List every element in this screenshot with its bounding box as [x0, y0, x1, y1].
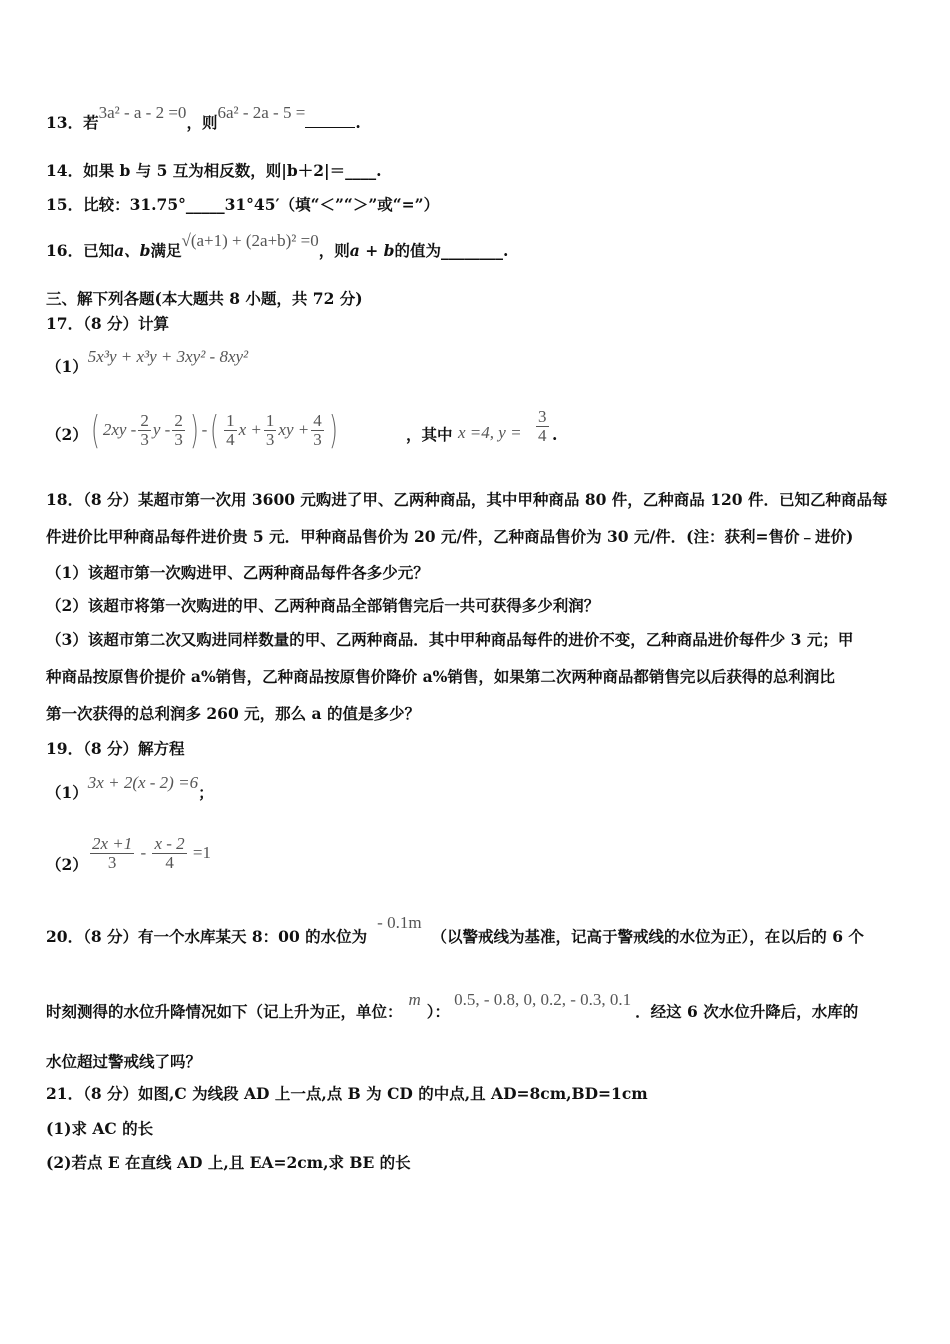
water-level-changes: 0.5, - 0.8, 0, 0.2, - 0.3, 0.1: [454, 990, 632, 1009]
question-20-line1: 20．（8 分）有一个水库某天 8：00 的水位为- 0.1m（以警戒线为基准，记高于警戒线的水位为正），在以后的 6 个: [46, 913, 864, 946]
question-18-line: 第一次获得的总利润多 260 元，那么 a 的值是多少？: [46, 704, 420, 723]
question-18-line: （3）该超市第二次又购进同样数量的甲、乙两种商品．其中甲种商品每件的进价不变，乙种商品进价每件少 3 元；甲: [46, 630, 854, 649]
question-19-part1: （1）3x + 2(x - 2) =6；: [46, 773, 214, 802]
q17-expression-1: 5x³y + x³y + 3xy² - 8xy²: [87, 347, 249, 366]
question-19-part2: （2） $\frac{2x +1}{3}$ - $\frac{x - 2}{4}$ =1: [46, 830, 910, 880]
answer-blank: [305, 113, 355, 128]
question-14: 14．如果 b 与 5 互为相反数，则|b＋2|＝____.: [46, 161, 382, 180]
question-15: 15．比较：31.75°_____31°45′（填“＜”“＞”或“=”）: [46, 195, 440, 214]
q19-equation-2: $\frac{2x +1}{3}$ - $\frac{x - 2}{4}$ =1: [92, 833, 212, 872]
question-18-line: 18．（8 分）某超市第一次用 3600 元购进了甲、乙两种商品，其中甲种商品 80 件，乙种商品 120 件．已知乙种商品每: [46, 490, 888, 509]
question-18-line: （2）该超市将第一次购进的甲、乙两种商品全部销售完后一共可获得多少利润？: [46, 596, 600, 615]
question-21-line: (2)若点 E 在直线 AD 上,且 EA=2cm,求 BE 的长: [46, 1153, 411, 1172]
q19-equation-1: 3x + 2(x - 2) =6: [87, 773, 199, 792]
q17-fraction: $\frac{3}{4}$: [538, 407, 547, 445]
question-18-line: 种商品按原售价提价 a%销售，乙种商品按原售价降价 a%销售，如果第二次两种商品都销售完以后获得的总利润比: [46, 667, 835, 686]
q17-expression-2: ( 2xy - $\frac{2}{3}$ y - $\frac{2}{3}$ ) - ( $\frac{1}{4}$ x + $\frac{1}{3}$ xy + $\frac{4}{3}$ ): [90, 408, 338, 452]
question-20-line3: 水位超过警戒线了吗？: [46, 1052, 202, 1071]
question-20-line2: 时刻测得的水位升降情况如下（记上升为正，单位：m）：0.5, - 0.8, 0, 0.2, - 0.3, 0.1．经这 6 次水位升降后，水库的: [46, 990, 859, 1021]
question-17-title: 17．（8 分）计算: [46, 314, 170, 333]
q16-condition: √(a+1) + (2a+b)² =0: [181, 231, 319, 250]
question-16: 16．已知a、b满足√(a+1) + (2a+b)² =0，则a + b的值为________.: [46, 231, 509, 260]
question-21-line: 21．（8 分）如图,C 为线段 AD 上一点,点 B 为 CD 的中点,且 AD=8cm,BD=1cm: [46, 1084, 648, 1103]
question-13: 13．若3a² - a - 2 =0，则6a² - 2a - 5 =.: [46, 103, 361, 132]
q13-equation: 3a² - a - 2 =0: [98, 103, 187, 122]
initial-water-level: - 0.1m: [377, 913, 422, 932]
question-17-part1: （1）5x³y + x³y + 3xy² - 8xy²: [46, 347, 249, 376]
question-18-line: （1）该超市第一次购进甲、乙两种商品每件各多少元？: [46, 563, 429, 582]
section-title: 三、解下列各题(本大题共 8 小题，共 72 分): [46, 289, 363, 308]
question-21-line: (1)求 AC 的长: [46, 1119, 154, 1138]
question-17-part2: （2） ( 2xy - $\frac{2}{3}$ y - $\frac{2}{3}$ ) - ( $\frac{1}{4}$ x + $\frac{1}{3}$ xy + $\frac{4}{3}$ ) ，其中 x =4, y = $\frac{3}{4}$ .: [46, 407, 558, 452]
question-18-line: 件进价比甲种商品每件进价贵 5 元．甲种商品售价为 20 元/件，乙种商品售价为 30 元/件．(注：获利=售价﹣进价): [46, 527, 854, 546]
q13-expression: 6a² - 2a - 5 =: [217, 103, 306, 122]
question-19-title: 19．（8 分）解方程: [46, 739, 185, 758]
